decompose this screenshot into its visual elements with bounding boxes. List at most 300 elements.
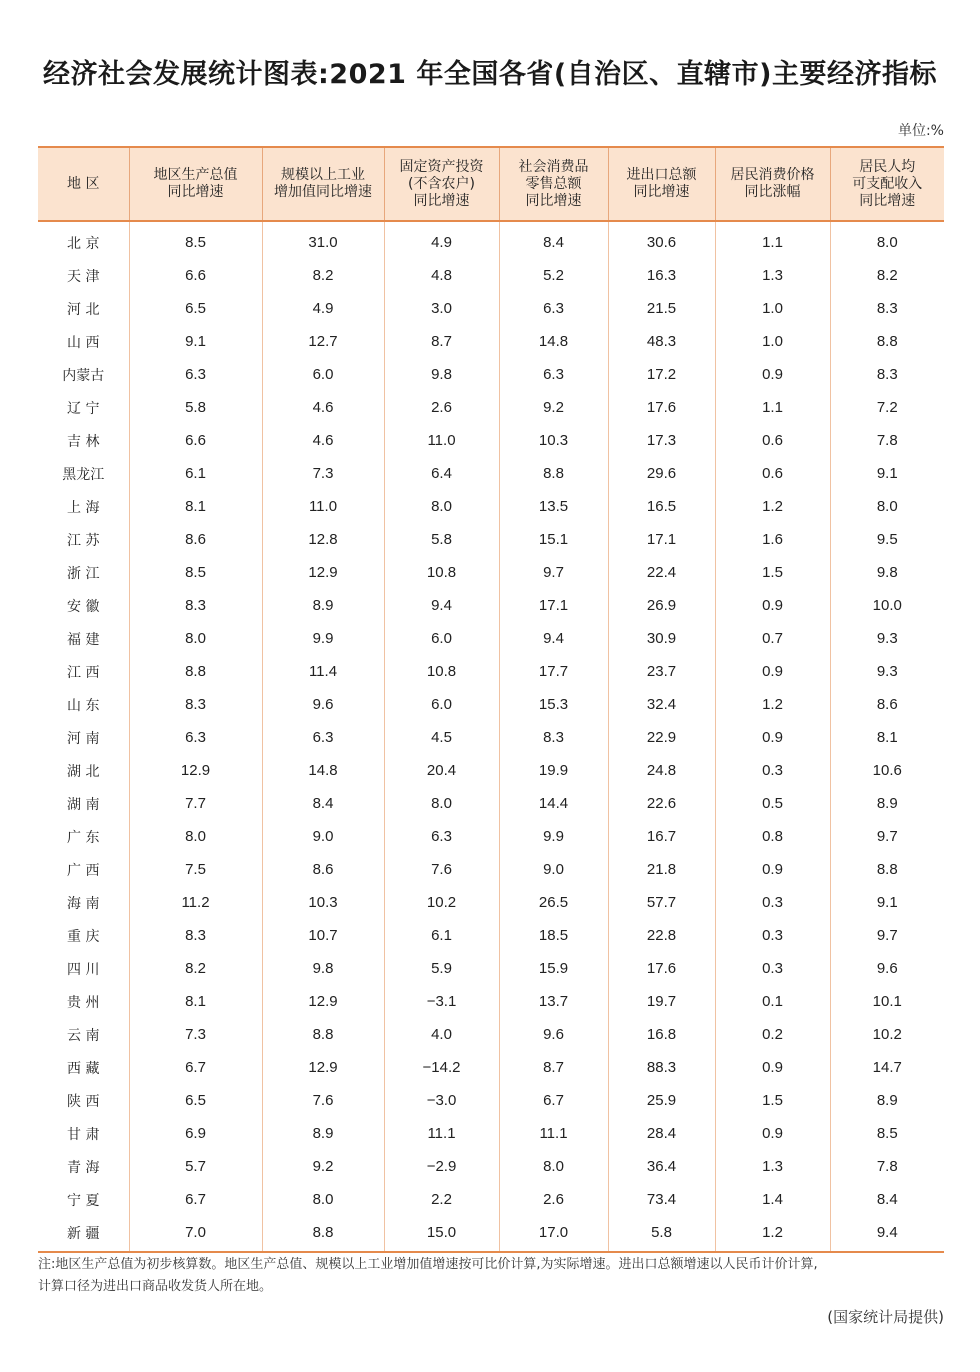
value-cell: 5.2 (499, 259, 608, 292)
value-cell: 0.3 (715, 952, 830, 985)
value-cell: 8.4 (262, 787, 384, 820)
region-cell: 陕 西 (67, 1093, 100, 1110)
header-row (38, 147, 944, 221)
value-cell: 9.4 (830, 1216, 944, 1252)
footnote-line-1: 注:地区生产总值为初步核算数。地区生产总值、规模以上工业增加值增速按可比价计算,为实际增速。进出口总额增速以人民币计价计算, (38, 1257, 818, 1272)
value-cell: 8.1 (129, 490, 262, 523)
value-cell: 0.9 (715, 1051, 830, 1084)
region-cell: 广 西 (67, 862, 100, 879)
value-cell: 1.5 (715, 1084, 830, 1117)
value-cell: 8.6 (262, 853, 384, 886)
column-header-line: 同比增速 (859, 192, 916, 209)
region-cell: 西 藏 (67, 1060, 100, 1077)
region-cell: 河 北 (67, 301, 100, 318)
value-cell: 17.2 (608, 358, 715, 391)
value-cell: 57.7 (608, 886, 715, 919)
indicator-table (38, 146, 944, 1253)
column-header-line: 同比增速 (633, 184, 690, 200)
value-cell: 13.7 (499, 985, 608, 1018)
value-cell: 8.0 (129, 820, 262, 853)
value-cell: 1.4 (715, 1183, 830, 1216)
region-cell: 辽 宁 (67, 400, 100, 417)
value-cell: 32.4 (608, 688, 715, 721)
value-cell: −3.1 (384, 985, 499, 1018)
value-cell: 2.6 (384, 391, 499, 424)
table-header (38, 147, 944, 221)
value-cell: 4.6 (262, 391, 384, 424)
region-cell: 内蒙古 (62, 367, 105, 384)
table-row (38, 820, 944, 853)
table-row (38, 556, 944, 589)
value-cell: 0.1 (715, 985, 830, 1018)
value-cell: 10.0 (830, 589, 944, 622)
table-row (38, 886, 944, 919)
region-cell: 山 东 (67, 697, 100, 714)
value-cell: 8.4 (830, 1183, 944, 1216)
column-header (129, 147, 262, 221)
value-cell: 3.0 (384, 292, 499, 325)
value-cell: 6.3 (499, 358, 608, 391)
region-cell: 福 建 (67, 631, 100, 648)
region-cell: 天 津 (67, 268, 100, 285)
value-cell: −3.0 (384, 1084, 499, 1117)
table-row (38, 721, 944, 754)
region-cell: 云 南 (67, 1027, 100, 1044)
value-cell: 0.9 (715, 589, 830, 622)
value-cell: 8.8 (830, 853, 944, 886)
table-row (38, 457, 944, 490)
value-cell: 8.1 (830, 721, 944, 754)
value-cell: 9.0 (262, 820, 384, 853)
value-cell: 2.6 (499, 1183, 608, 1216)
column-header-line: 地 区 (67, 175, 100, 192)
column-header-line: 社会消费品 (518, 158, 589, 175)
value-cell: 8.0 (830, 490, 944, 523)
value-cell: 22.9 (608, 721, 715, 754)
value-cell: 4.5 (384, 721, 499, 754)
value-cell: 8.9 (262, 1117, 384, 1150)
value-cell: 12.9 (129, 754, 262, 787)
value-cell: 10.1 (830, 985, 944, 1018)
footnote (38, 1254, 948, 1298)
value-cell: 30.6 (608, 221, 715, 259)
value-cell: 7.7 (129, 787, 262, 820)
value-cell: 29.6 (608, 457, 715, 490)
column-header-line: 固定资产投资 (399, 158, 484, 175)
value-cell: 26.5 (499, 886, 608, 919)
value-cell: 14.4 (499, 787, 608, 820)
value-cell: 0.6 (715, 457, 830, 490)
value-cell: 11.0 (262, 490, 384, 523)
value-cell: 8.1 (129, 985, 262, 1018)
column-header-line: 居民消费价格 (730, 167, 815, 183)
value-cell: 7.8 (830, 424, 944, 457)
column-header-line: 同比增速 (525, 192, 582, 209)
value-cell: 8.5 (830, 1117, 944, 1150)
value-cell: 48.3 (608, 325, 715, 358)
region-cell: 青 海 (67, 1159, 100, 1176)
value-cell: 1.3 (715, 1150, 830, 1183)
table-row (38, 1216, 944, 1252)
value-cell: 20.4 (384, 754, 499, 787)
region-cell: 宁 夏 (67, 1192, 100, 1209)
value-cell: 17.7 (499, 655, 608, 688)
value-cell: 6.3 (384, 820, 499, 853)
value-cell: 7.3 (129, 1018, 262, 1051)
value-cell: 6.0 (262, 358, 384, 391)
value-cell: 10.7 (262, 919, 384, 952)
table-row (38, 259, 944, 292)
table-row (38, 1150, 944, 1183)
value-cell: 8.9 (262, 589, 384, 622)
value-cell: 4.6 (262, 424, 384, 457)
value-cell: 6.1 (384, 919, 499, 952)
value-cell: 16.3 (608, 259, 715, 292)
value-cell: 26.9 (608, 589, 715, 622)
column-header-line: 地区生产总值 (153, 167, 238, 183)
value-cell: 9.6 (262, 688, 384, 721)
value-cell: 0.2 (715, 1018, 830, 1051)
table-row (38, 391, 944, 424)
table-row (38, 1051, 944, 1084)
value-cell: 5.8 (384, 523, 499, 556)
value-cell: 0.8 (715, 820, 830, 853)
column-header-line: 零售总额 (525, 175, 582, 192)
region-cell: 黑龙江 (62, 466, 105, 483)
value-cell: 0.7 (715, 622, 830, 655)
value-cell: 1.1 (715, 391, 830, 424)
column-header-line: 增加值同比增速 (274, 184, 372, 200)
value-cell: 1.1 (715, 221, 830, 259)
value-cell: 7.3 (262, 457, 384, 490)
value-cell: 12.9 (262, 1051, 384, 1084)
value-cell: 8.0 (384, 787, 499, 820)
table-row (38, 1183, 944, 1216)
value-cell: 9.9 (499, 820, 608, 853)
value-cell: 10.6 (830, 754, 944, 787)
value-cell: 2.2 (384, 1183, 499, 1216)
value-cell: 21.5 (608, 292, 715, 325)
region-cell: 北 京 (67, 235, 100, 252)
value-cell: 6.5 (129, 1084, 262, 1117)
value-cell: 9.4 (499, 622, 608, 655)
value-cell: 8.0 (499, 1150, 608, 1183)
value-cell: 6.4 (384, 457, 499, 490)
value-cell: 9.7 (830, 820, 944, 853)
value-cell: 6.9 (129, 1117, 262, 1150)
value-cell: 6.7 (499, 1084, 608, 1117)
region-cell: 江 苏 (67, 532, 100, 549)
value-cell: 8.9 (830, 787, 944, 820)
value-cell: 1.2 (715, 490, 830, 523)
value-cell: 9.3 (830, 622, 944, 655)
region-cell: 吉 林 (67, 433, 100, 450)
value-cell: 6.7 (129, 1183, 262, 1216)
column-header (608, 147, 715, 221)
region-cell: 海 南 (67, 895, 100, 912)
value-cell: 8.5 (129, 221, 262, 259)
value-cell: 8.6 (129, 523, 262, 556)
value-cell: 28.4 (608, 1117, 715, 1150)
region-cell: 山 西 (67, 334, 100, 351)
table-row (38, 1117, 944, 1150)
value-cell: 10.8 (384, 655, 499, 688)
value-cell: 9.1 (830, 886, 944, 919)
value-cell: 0.5 (715, 787, 830, 820)
table-row (38, 1018, 944, 1051)
value-cell: 9.8 (830, 556, 944, 589)
value-cell: 9.1 (129, 325, 262, 358)
value-cell: 1.5 (715, 556, 830, 589)
value-cell: 6.6 (129, 424, 262, 457)
table-row (38, 622, 944, 655)
value-cell: 1.2 (715, 688, 830, 721)
value-cell: 6.6 (129, 259, 262, 292)
table-row (38, 754, 944, 787)
value-cell: 11.1 (499, 1117, 608, 1150)
table-row (38, 985, 944, 1018)
footnote-line-2: 计算口径为进出口商品收发货人所在地。 (38, 1279, 273, 1294)
value-cell: 8.8 (499, 457, 608, 490)
value-cell: 18.5 (499, 919, 608, 952)
value-cell: 17.6 (608, 952, 715, 985)
value-cell: 6.1 (129, 457, 262, 490)
value-cell: 22.8 (608, 919, 715, 952)
table-row (38, 655, 944, 688)
value-cell: 7.5 (129, 853, 262, 886)
column-header (715, 147, 830, 221)
value-cell: 8.3 (129, 688, 262, 721)
region-cell: 江 西 (67, 664, 100, 681)
value-cell: 16.5 (608, 490, 715, 523)
region-cell: 贵 州 (67, 994, 100, 1011)
value-cell: 25.9 (608, 1084, 715, 1117)
region-cell: 甘 肃 (67, 1126, 100, 1143)
column-header-line: 进出口总额 (626, 167, 697, 183)
column-header-line: 同比增速 (167, 184, 224, 200)
value-cell: 8.9 (830, 1084, 944, 1117)
region-cell: 湖 北 (67, 763, 100, 780)
value-cell: 8.0 (129, 622, 262, 655)
region-cell: 安 徽 (67, 598, 100, 615)
region-cell: 河 南 (67, 730, 100, 747)
value-cell: 9.9 (262, 622, 384, 655)
region-cell: 浙 江 (67, 565, 100, 582)
value-cell: 9.6 (499, 1018, 608, 1051)
value-cell: 73.4 (608, 1183, 715, 1216)
value-cell: 8.8 (830, 325, 944, 358)
value-cell: 16.7 (608, 820, 715, 853)
value-cell: 6.3 (499, 292, 608, 325)
value-cell: 0.3 (715, 754, 830, 787)
value-cell: 17.1 (608, 523, 715, 556)
table-row (38, 787, 944, 820)
table-body (38, 221, 944, 1252)
value-cell: 19.7 (608, 985, 715, 1018)
region-cell: 广 东 (67, 829, 100, 846)
value-cell: 0.3 (715, 886, 830, 919)
value-cell: 5.7 (129, 1150, 262, 1183)
value-cell: 8.2 (129, 952, 262, 985)
value-cell: 7.8 (830, 1150, 944, 1183)
column-header (830, 147, 944, 221)
value-cell: 12.7 (262, 325, 384, 358)
value-cell: 8.4 (499, 221, 608, 259)
source-credit: (国家统计局提供) (827, 1308, 944, 1326)
value-cell: 0.6 (715, 424, 830, 457)
table-row (38, 523, 944, 556)
value-cell: −2.9 (384, 1150, 499, 1183)
value-cell: 15.0 (384, 1216, 499, 1252)
value-cell: 8.0 (384, 490, 499, 523)
column-header-line: 居民人均 (859, 158, 916, 175)
value-cell: 8.3 (129, 589, 262, 622)
value-cell: 1.3 (715, 259, 830, 292)
value-cell: 9.8 (384, 358, 499, 391)
value-cell: 1.0 (715, 292, 830, 325)
value-cell: 17.6 (608, 391, 715, 424)
value-cell: 4.8 (384, 259, 499, 292)
value-cell: 22.6 (608, 787, 715, 820)
value-cell: 9.7 (830, 919, 944, 952)
value-cell: 1.0 (715, 325, 830, 358)
value-cell: 0.9 (715, 655, 830, 688)
value-cell: 10.3 (499, 424, 608, 457)
value-cell: 5.9 (384, 952, 499, 985)
value-cell: 36.4 (608, 1150, 715, 1183)
value-cell: 9.6 (830, 952, 944, 985)
value-cell: 7.6 (384, 853, 499, 886)
value-cell: 15.1 (499, 523, 608, 556)
table-row (38, 688, 944, 721)
value-cell: 8.3 (830, 358, 944, 391)
region-cell: 湖 南 (67, 796, 100, 813)
value-cell: 0.9 (715, 853, 830, 886)
value-cell: 19.9 (499, 754, 608, 787)
value-cell: 10.8 (384, 556, 499, 589)
unit-label: 单位:% (897, 123, 944, 139)
column-header-line: (不含农户) (408, 175, 475, 192)
value-cell: 24.8 (608, 754, 715, 787)
value-cell: 23.7 (608, 655, 715, 688)
value-cell: 21.8 (608, 853, 715, 886)
column-header-line: 可支配收入 (852, 175, 923, 192)
value-cell: 8.3 (830, 292, 944, 325)
value-cell: 6.3 (129, 721, 262, 754)
column-header (262, 147, 384, 221)
value-cell: 7.6 (262, 1084, 384, 1117)
value-cell: 30.9 (608, 622, 715, 655)
value-cell: 1.2 (715, 1216, 830, 1252)
value-cell: 15.3 (499, 688, 608, 721)
value-cell: 8.7 (499, 1051, 608, 1084)
table-row (38, 589, 944, 622)
value-cell: 10.2 (384, 886, 499, 919)
region-cell: 新 疆 (38, 1216, 129, 1252)
value-cell: 9.1 (830, 457, 944, 490)
region-cell: 四 川 (67, 961, 100, 978)
value-cell: 8.3 (129, 919, 262, 952)
column-header (38, 147, 129, 221)
value-cell: 13.5 (499, 490, 608, 523)
value-cell: 9.5 (830, 523, 944, 556)
value-cell: 5.8 (129, 391, 262, 424)
value-cell: 15.9 (499, 952, 608, 985)
value-cell: 22.4 (608, 556, 715, 589)
page-title: 经济社会发展统计图表:2021 年全国各省(自治区、直辖市)主要经济指标 (42, 59, 938, 90)
column-header-line: 同比增速 (413, 192, 470, 209)
table-row (38, 325, 944, 358)
value-cell: 9.2 (499, 391, 608, 424)
value-cell: 8.3 (499, 721, 608, 754)
value-cell: 9.8 (262, 952, 384, 985)
value-cell: 11.0 (384, 424, 499, 457)
value-cell: 8.2 (830, 259, 944, 292)
table-row (38, 424, 944, 457)
table-row (38, 490, 944, 523)
value-cell: 8.6 (830, 688, 944, 721)
value-cell: 9.7 (499, 556, 608, 589)
value-cell: 8.8 (262, 1018, 384, 1051)
table-row (38, 952, 944, 985)
value-cell: 10.2 (830, 1018, 944, 1051)
value-cell: 0.3 (715, 919, 830, 952)
table-row (38, 358, 944, 391)
value-cell: 1.6 (715, 523, 830, 556)
column-header-line: 规模以上工业 (281, 167, 365, 183)
value-cell: 6.0 (384, 688, 499, 721)
table-row (38, 1084, 944, 1117)
value-cell: 0.9 (715, 1117, 830, 1150)
value-cell: 8.5 (129, 556, 262, 589)
value-cell: 17.0 (499, 1216, 608, 1252)
value-cell: 16.8 (608, 1018, 715, 1051)
table-row (38, 919, 944, 952)
value-cell: 8.2 (262, 259, 384, 292)
column-header-line: 同比涨幅 (744, 184, 801, 200)
value-cell: 12.8 (262, 523, 384, 556)
value-cell: 8.7 (384, 325, 499, 358)
value-cell: 0.9 (715, 358, 830, 391)
value-cell: 14.7 (830, 1051, 944, 1084)
value-cell: 6.3 (129, 358, 262, 391)
value-cell: 6.5 (129, 292, 262, 325)
value-cell: 9.4 (384, 589, 499, 622)
table-row (38, 221, 944, 259)
value-cell: 4.0 (384, 1018, 499, 1051)
value-cell: 10.3 (262, 886, 384, 919)
table-row (38, 853, 944, 886)
value-cell: 17.1 (499, 589, 608, 622)
value-cell: 11.4 (262, 655, 384, 688)
value-cell: 8.0 (262, 1183, 384, 1216)
value-cell: 8.0 (830, 221, 944, 259)
value-cell: 14.8 (262, 754, 384, 787)
value-cell: 9.2 (262, 1150, 384, 1183)
region-cell: 上 海 (67, 499, 100, 516)
value-cell: 6.3 (262, 721, 384, 754)
value-cell: 11.1 (384, 1117, 499, 1150)
value-cell: 4.9 (262, 292, 384, 325)
value-cell: −14.2 (384, 1051, 499, 1084)
value-cell: 88.3 (608, 1051, 715, 1084)
value-cell: 14.8 (499, 325, 608, 358)
table-row (38, 292, 944, 325)
value-cell: 17.3 (608, 424, 715, 457)
value-cell: 9.0 (499, 853, 608, 886)
value-cell: 8.8 (262, 1216, 384, 1252)
region-cell: 重 庆 (67, 928, 100, 945)
